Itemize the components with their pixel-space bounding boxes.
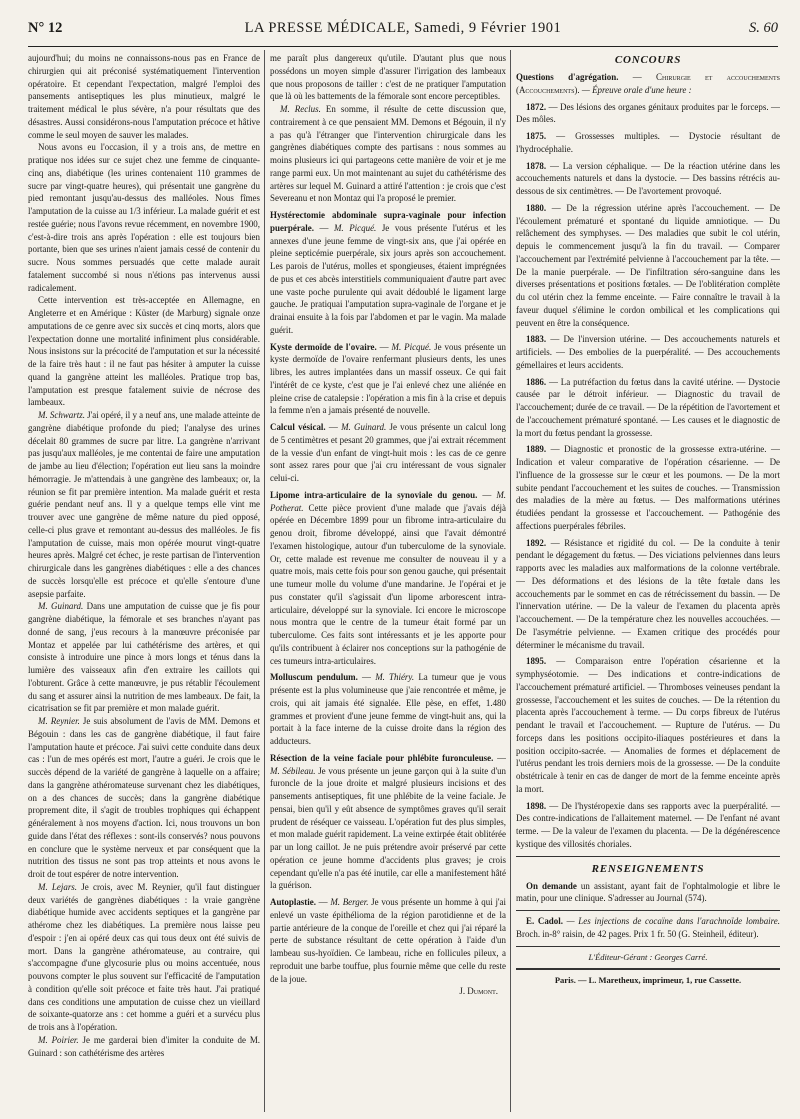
intro-title: Questions d'agrégation. xyxy=(516,72,619,82)
intro-exam: — Épreuve orale d'une heure : xyxy=(581,84,692,95)
masthead xyxy=(28,20,778,42)
case-heading: Kyste dermoïde de l'ovaire. xyxy=(270,341,377,352)
speaker-name: M. Lejars. xyxy=(38,881,78,892)
exam-year: 1886. xyxy=(526,376,547,387)
paragraph: Molluscum pendulum. — M. Thiéry. La tumeur que je vous présente est la plus volumineuse que j'aie rencontrée et même, je crois, qui ait jamais été signalée. Elle pèse, en effet, 1.480 grammes et provient d'une jeune femme de vingt-huit ans, qui la portait à la face interne de la cuisse droite dans la région des adducteurs. xyxy=(270,672,506,746)
page-folio: S. 60 xyxy=(749,20,778,36)
speech-text: La tumeur que je vous présente est la plus volumineuse que j'aie rencontrée et même, je crois, qui ait jamais été signalée. Elle pèse, en effet, 1.480 grammes et provient d'une jeune femme de vingt-huit ans, qui la portait à la face interne de la cuisse droite dans la région des adducteurs. xyxy=(270,672,506,746)
speaker-name: M. Sébileau. xyxy=(270,765,316,776)
exam-year-entry xyxy=(516,800,780,851)
paragraph xyxy=(28,881,260,1034)
section-heading-renseignements: RENSEIGNEMENTS xyxy=(591,862,705,875)
speaker-name: M. Reclus. xyxy=(280,104,321,114)
section-rule xyxy=(516,910,780,911)
speech-text: Je me garderai bien d'imiter la conduite de M. Guinard : son cathétérisme des artères xyxy=(28,1034,260,1058)
speech-text: Cette pièce provient d'une malade que j'avais déjà opérée en Décembre 1899 pour un fibrome intra-articulaire du genou droit, fibrome développé, ainsi que l'avait démontré l'examen histologique, autour d'un tuberculome de la synoviale. Or, cette malade est revenue me consulter de nouveau il y a quatre mois, mais cette fois pour son genou gauche, qui présentait une tumeur molle du volume d'une mandarine. Je l'opérai et je pus constater qu'il s'agissait d'un lipome arborescent intra-articulaire, développé sur la synoviale. Ici encore le microscope nous montra que le centre de la tumeur était formé par un tuberculome. Ces faits sont intéressants et je les apporte pour qu'ils contribuent à éclairer nos conceptions sur la pathogénie de ces tumeurs intra-articulaires. xyxy=(270,502,506,666)
exam-year: 1898. xyxy=(526,800,547,811)
paragraph xyxy=(28,715,260,881)
exam-topics: — La putréfaction du fœtus dans la cavité utérine. — Dystocie causée par le détroit inférieur. — Diagnostic du travail de l'accouchement; durée de ce travail. — De la répétition de l'avortement et de l'accouchement prématuré spontané. — Les causes et le diagnostic de la mort du fœtus pendant la grossesse. xyxy=(516,376,780,438)
journal-title: LA PRESSE MÉDICALE, Samedi, 9 Février 1901 xyxy=(244,20,562,36)
column-right xyxy=(516,52,780,1114)
paragraph: Autoplastie. — M. Berger. Je vous présente un homme à qui j'ai enlevé un vaste épithélioma de la région parotidienne et de la partie antérieure de la conque de l'oreille et chez qui j'ai réparé la perte de substance résultant de cette opération à l'aide d'un lambeau sus-hyoïdien. Ce lambeau, riche en follicules pileux, a reproduit une barbe touffue, plus fournie même que celle du reste de la joue. xyxy=(270,897,506,984)
exam-year-list xyxy=(516,101,780,851)
case-heading: Résection de la veine faciale pour phlébite furonculeuse. xyxy=(270,752,494,763)
paragraph: me paraît plus dangereux qu'utile. D'autant plus que nous possédons un moyen simple d'assurer l'irrigation des lambeaux que nous proposons de tailler : c'est de ne pratiquer l'amputation que là où les battements de la fémorale sont encore perceptibles. xyxy=(270,53,506,102)
exam-year-entry xyxy=(516,443,780,532)
speaker-name: M. Schwartz. xyxy=(38,410,85,420)
speaker-name: M. Guinard. xyxy=(38,601,84,612)
paragraph: Résection de la veine faciale pour phlébite furonculeuse. — M. Sébileau. Je vous présente un jeune garçon qui à la suite d'un furoncle de la joue droite et malgré plusieurs incisions et des pansements antiseptiques, fit une phlébite de la veine faciale. Je pensai, bien qu'il y eût absence de symptômes graves qu'il serait prudent de réséquer ce vaisseau. L'opération fut des plus simples, et mon malade guérit rapidement. La veine extirpée était oblitérée par un long caillot. Je ne puis prétendre avoir préservé par cette opération ce jeune homme d'accidents plus graves; je crois cependant qu'elle n'a pas été inutile, car elle a manifestement hâté la guérison. xyxy=(270,752,506,891)
editor-gerant: L'Éditeur-Gérant : Georges Carré. xyxy=(588,951,708,962)
intro-subject: — Chirurgie et accouchements (Accouchements). xyxy=(516,72,780,95)
case-heading: Molluscum pendulum. xyxy=(270,672,358,683)
column-divider xyxy=(264,50,265,1112)
exam-topics: — Grossesses multiples. — Dystocie résultant de l'hydrocéphalie. xyxy=(516,131,780,154)
exam-year-entry xyxy=(516,333,780,371)
speaker-name: M. Picqué. xyxy=(391,341,432,352)
paragraph: aujourd'hui; du moins ne connaissons-nous pas en France de chirurgien qui ait préconisé systématiquement l'intervention opératoire. Et cependant l'expectation, malgré l'emploi des pansements antiseptiques les plus minutieux, malgré le traitement médical le plus sévère, n'a pour résultats que des désastres. Aussi considérons-nous l'amputation précoce et hâtive comme le seul moyen de sauver les malades. xyxy=(28,53,260,140)
exam-year-entry xyxy=(516,202,780,330)
speech-text: Je vous présente un calcul long de 5 centimètres et pesant 20 grammes, que j'ai extrait récemment de la vessie d'un enfant de vingt-huit mois : les cas de ce genre sont assez rares pour que j'ai cru intéressant de vous signaler celui-ci. xyxy=(270,422,506,483)
paragraph xyxy=(270,103,506,205)
speech-text: Je crois, avec M. Reynier, qu'il faut distinguer deux variétés de gangrènes diabétiques : la vraie gangrène diabétique humide avec accidents septiques et la gangrène par athérome chez les diabétiques. La première nous laisse peu d'espoir : j'en ai opéré deux cas qui tous deux ont été suivis de mort. Dans la gangrène athéromateuse, au contraire, qui s'accompagne d'une glycosurie plus ou moins accentuée, nous pouvons compter le plus souvent sur l'efficacité de l'amputation à condition qu'elle soit précoce et faite très haut. J'ai pratiqué dans ces conditions une amputation de cuisse chez un vieillard de soixante-quatorze ans : cet homme a guéri et a survécu plus de trois ans à l'opération. xyxy=(28,881,260,1032)
exam-topics: — Des lésions des organes génitaux produites par le forceps. — Des môles. xyxy=(516,101,780,125)
section-rule xyxy=(516,968,780,970)
exam-year: 1883. xyxy=(526,334,547,345)
section-rule xyxy=(516,946,780,947)
case-heading: Autoplastie. xyxy=(270,897,316,907)
speech-text: En somme, il résulte de cette discussion que, contrairement à ce que pensaient MM. Demons et Bégouin, il n'y a pas qu'à l'étranger que l'intervention chirurgicale dans les gangrènes diabétiques compte des partisans : nous sommes au moins plusieurs ici qui partageons cette manière de voir et je me range parmi eux. Un mot maintenant au sujet du cathétérisme des artères sur lequel M. Guinard a attiré l'attention : je crois que c'est Severeanu et non Montaz qui l'a proposé le premier. xyxy=(270,104,506,204)
speech-text: Je vous présente l'utérus et les annexes d'une jeune femme de vingt-six ans, que j'ai opérée en pleine septicémie puerpérale, six jours après son accouchement. Les parois de l'utérus, molles et spongieuses, étaient imprégnées de pus et ces abcès interstitiels communiquaient d'autre part avec une vaste poche purulente qui avait dédoublé le ligament large gauche. Je pratiquai l'amputation supra-vaginale de l'organe et je drainai ensuite à la fois par l'abdomen et par le vagin. Ma malade guérit. xyxy=(270,222,506,335)
printer-line: Paris. — L. Maretheux, imprimeur, 1, rue Cassette. xyxy=(554,975,742,986)
exam-year: 1878. xyxy=(526,160,547,171)
speaker-name: M. Guinard. xyxy=(341,422,387,432)
speech-text: Je suis absolument de l'avis de MM. Demons et Bégouin : dans les cas de gangrène diabétique, il faut faire l'amputation haute et précoce. J'ai suivi cette conduite dans deux cas : l'un de mes opérés est mort, l'autre a guéri. Je crois que le succès dépend de la variété de gangrène à laquelle on a affaire; dans la gangrène athéromateuse survenant chez les diabétiques, on a des chances de succès; dans la gangrène diabétique proprement dite, il s'agit de troubles trophiques qui échappent généralement à nos moyens d'action. Ici, nous trouvons un bon guide dans l'état des réflexes : sont-ils conservés? nous pouvons en conclure que le système nerveux et par conséquent que la nutrition des tissus ne sont pas trop atteints et nous avons le droit de tout espérer de notre intervention. xyxy=(28,716,260,879)
section-heading-concours: CONCOURS xyxy=(614,54,682,66)
book-details: Broch. in-8° raisin, de 42 pages. Prix 1 fr. 50 (G. Steinheil, éditeur). xyxy=(516,928,759,939)
column-left xyxy=(28,52,260,1114)
column-divider xyxy=(510,50,511,1112)
speaker-name: M. Thiéry. xyxy=(375,672,415,683)
case-heading: Calcul vésical. xyxy=(270,422,326,432)
exam-year-entry xyxy=(516,130,780,156)
speaker-name: M. Reynier. xyxy=(38,716,80,726)
exam-topics: — De l'inversion utérine. — Des accouchements naturels et artificiels. — Des embolies de la puerpéralité. — Des accouchements gémellaires et leurs accidents. xyxy=(516,334,780,370)
paragraph: Calcul vésical. — M. Guinard. Je vous présente un calcul long de 5 centimètres et pesant 20 grammes, que j'ai extrait récemment de la vessie d'un enfant de vingt-huit mois : les cas de ce genre sont assez rares pour que j'ai cru intéressant de vous signaler celui-ci. xyxy=(270,422,506,483)
exam-year: 1872. xyxy=(526,101,547,112)
exam-year-entry xyxy=(516,376,780,440)
paragraph: Cette intervention est très-acceptée en Allemagne, en Angleterre et en Amérique : Küster (de Marburg) signale onze amputations de ce genre avec six succès et cinq morts, alors que l'expectation donne une mortalité infiniment plus considérable. Nous insistons sur la précocité de l'amputation et sur la nécessité de la faire très haut : il ne faut pas hésiter à amputer la cuisse quand la gangrène atteint les malléoles. Pratique trop bas, l'amputation est presque fatalement suivie de nécrose des lambeaux. xyxy=(28,295,260,408)
exam-topics: — Résistance et rigidité du col. — De la conduite à tenir pendant le dégagement du fœtus. — Des viciations pelviennes dans leurs rapports avec les maladies aux malformations de la colonne vertébrale. — Des déformations et des lésions de la tête fœtale dans les accouchements par le sommet en cas de rétrécissement du bassin. — De l'innervation utérine. — De la valeur de l'examen du placenta après l'accouchement. — De la température chez les nouvelles accouchées. — De l'asymétrie pelvienne. — Examen critique des procédés pour déterminer le mécanisme du travail. xyxy=(516,537,780,650)
exam-year-entry xyxy=(516,537,780,652)
section-rule xyxy=(516,856,780,857)
speech-text: Je vous présente un jeune garçon qui à la suite d'un furoncle de la joue droite et malgré plusieurs incisions et des pansements antiseptiques, fit une phlébite de la veine faciale. Je pensai, bien qu'il y eût absence de symptômes graves qu'il serait prudent de réséquer ce vaisseau. L'opération fut des plus simples, et mon malade guérit rapidement. La veine extirpée était oblitérée par un long caillot. Je ne puis prétendre avoir préservé par cette opération ce jeune homme d'accidents plus graves; je crois cependant qu'elle n'a pas été inutile, car elle a manifestement hâté la guérison. xyxy=(270,765,506,891)
paragraph xyxy=(28,409,260,600)
author-signature: J. Dumont. xyxy=(459,986,498,997)
exam-year-entry xyxy=(516,101,780,127)
paragraph: Kyste dermoïde de l'ovaire. — M. Picqué. Je vous présente un kyste dermoïde de l'ovaire renfermant plusieurs dents, les unes libres, les autres implantées dans un massif osseux. Ce qui fait l'intérêt de ce kyste, c'est que je l'ai enlevé chez une aliénée en pleine crise de catalepsie : l'opération a mis fin à la crise et depuis la femme n'en a jamais présenté de nouvelle. xyxy=(270,341,506,416)
speaker-name: M. Potherat. xyxy=(270,489,506,513)
paragraph xyxy=(28,1034,260,1060)
case-heading: Lipome intra-articulaire de la synoviale du genou. xyxy=(270,489,478,500)
speaker-name: M. Picqué. xyxy=(333,222,377,233)
book-author: E. Cadol. xyxy=(526,916,563,926)
exam-topics: — De la régression utérine après l'accouchement. — De l'écoulement prématuré et spontané du liquide amniotique. — Du relâchement des symphyses. — Des maladies que subit le col utérin, depuis le commencement jusqu'à la fin du travail. — Comparer l'accouchement par l'extrémité pelvienne à l'accouchement par la tête. — De la manie puerpérale. — De l'infiltration séro-sanguine dans les diverses présentations et positions fœtales. — De l'oblitération complète du col utérin chez la femme enceinte. — Faire connaître le travail à la faveur duquel s'élimine le cordon ombilical et les complications qui peuvent en être la conséquence. xyxy=(516,202,780,328)
announcement-lead: On demande xyxy=(526,880,577,891)
exam-year-entry xyxy=(516,655,780,795)
exam-year: 1889. xyxy=(526,444,547,455)
case-heading: Hystérectomie abdominale supra-vaginale pour infection puerpérale. xyxy=(270,210,506,233)
paragraph: Nous avons eu l'occasion, il y a trois ans, de mettre en pratique nos idées sur ce sujet chez une femme de cinquante-cinq ans, diabétique (les urines contenaient 110 grammes de sucre par vingt-quatre heures), qui présentait une gangrène du pied remontant jusqu'au-dessus des malléoles. Nous fîmes l'amputation de la cuisse au 1/3 inférieur. La malade guérit et est restée guérie; nous l'avons revue récemment, en novembre 1900, c'est-à-dire trois ans après l'opération : elle est toujours bien portante, bien que ses urines n'aient jamais cessé de contenir du sucre. Nous sommes persuadés que cette malade aurait fatalement succombé si nous n'étions pas intervenus aussi radicalement. xyxy=(28,142,260,293)
speech-text: Je vous présente un homme à qui j'ai enlevé un vaste épithélioma de la région parotidienne et de la partie antérieure de la conque de l'oreille et chez qui j'ai réparé la perte de substance résultant de cette opération à l'aide d'un lambeau sus-hyoïdien. Ce lambeau, riche en follicules pileux, a reproduit une barbe touffue, plus fournie même que celle du reste de la joue. xyxy=(270,897,506,984)
paragraph xyxy=(28,600,260,715)
exam-year: 1895. xyxy=(526,656,547,667)
paragraph: Hystérectomie abdominale supra-vaginale pour infection puerpérale. — M. Picqué. Je vous présente l'utérus et les annexes d'une jeune femme de vingt-six ans, que j'ai opérée en pleine septicémie puerpérale, six jours après son accouchement. Les parois de l'utérus, molles et spongieuses, étaient imprégnées de pus et ces abcès interstitiels communiquaient d'autre part avec une vaste poche purulente qui avait dédoublé le ligament large gauche. Je pratiquai l'amputation supra-vaginale de l'organe et je drainai ensuite à la fois par l'abdomen et par le vagin. Ma malade guérit. xyxy=(270,210,506,335)
speech-text: J'ai opéré, il y a neuf ans, une malade atteinte de gangrène diabétique profonde du pied; l'analyse des urines décelait 80 grammes de sucre par litre. La gangrène n'arrivant pas jusqu'aux malléoles, je me contentai de faire une amputation de jambe au lieu d'élection; l'opération eut lieu sans la moindre hémorragie. Je m'attendais à une gangrène des lambeaux; or, la réunion se fit par première intention. Ma malade guérit et resta guérie pendant neuf ans. Il y a quelque temps elle vint me trouver avec une gangrène de même nature du pied opposé, celle-ci plus grave et remontant au-dessus des malléoles. Je fis l'amputation de cuisse, mais mon opérée mourut vingt-quatre heures après. Malgré cet échec, je reste partisan de l'intervention chirurgicale dans les gangrènes diabétiques : elle a des chances de succès lorsqu'elle est précoce et qu'elle s'entoure d'une asepsie parfaite. xyxy=(28,410,260,599)
exam-topics: — De l'hystéropexie dans ses rapports avec la puerpéralité. — Des contre-indications de l'allaitement maternel. — De l'enfant né avant terme. — De la valeur de l'examen du placenta. — De la dégénérescence kystique des villosités choriales. xyxy=(516,800,780,849)
exam-topics: — Diagnostic et pronostic de la grossesse extra-utérine. — Indication et valeur comparative de l'opération césarienne. — De l'influence de la grossesse sur le cœur et les poumons. — De la mort subite pendant l'accouchement et les suites de couches. — Transmission des maladies de la mère au fœtus. — Des malformations utérines étudiées pendant la grossesse et l'accouchement. — Pathogénie des affections puerpérales fébriles. xyxy=(516,444,780,531)
paragraph: Lipome intra-articulaire de la synoviale du genou. — M. Potherat. Cette pièce provient d'une malade que j'avais déjà opérée en Décembre 1899 pour un fibrome intra-articulaire du genou droit, fibrome développé, ainsi que l'avait démontré l'examen histologique, autour d'un tuberculome de la synoviale. Or, cette malade est revenue me consulter de nouveau il y a quatre mois, mais cette fois pour son genou gauche, qui présentait une tumeur molle du volume d'une mandarine. Je l'opérai et je pus constater qu'il s'agissait d'un lipome arborescent intra-articulaire, développé sur la synoviale. Ici encore le microscope nous montra que le centre de la tumeur était formé par un tuberculome. Ces faits sont intéressants et je les apporte pour qu'ils contribuent à éclairer nos conceptions sur la pathogénie de ces tumeurs intra-articulaires. xyxy=(270,489,506,666)
exam-year: 1875. xyxy=(526,131,547,141)
book-notice xyxy=(516,915,780,941)
exam-topics: — La version céphalique. — De la réaction utérine dans les accouchements naturels et dans la dystocie. — Des bassins rétrécis au-dessous de six centimètres. — De l'avortement provoqué. xyxy=(516,160,780,196)
exam-topics: — Comparaison entre l'opération césarienne et la symphyséotomie. — Des indications et contre-indications de l'accouchement prématuré artificiel. — Thromboses veineuses pendant la grossesse, l'accouchement et les suites de couches. — De la rétention du placenta après l'accouchement à terme. — Du corps fibreux de l'utérus pendant le travail et l'accouchement. — Rupture de l'utérus. — Du forceps dans les positions occipito-iliaques postérieures et dans la position occipito-sacrée. — Anomalies de formes et déplacement de l'utérus pendant les trois derniers mois de la grossesse. — De la conduite obstétricale à tenir en cas de danger de mort de la femme enceinte après la mort. xyxy=(516,656,780,794)
header-rule xyxy=(28,46,778,47)
speech-text: Je vous présente un kyste dermoïde de l'ovaire renfermant plusieurs dents, les unes libres, les autres implantées dans un massif osseux. Ce qui fait l'intérêt de ce kyste, c'est que je l'ai enlevé chez une aliénée en pleine crise de catalepsie : l'opération a mis fin à la crise et depuis la femme n'en a jamais présenté de nouvelle. xyxy=(270,341,506,416)
announcement xyxy=(516,880,780,906)
concours-intro xyxy=(516,71,780,97)
speaker-name: M. Berger. xyxy=(330,897,369,907)
column-middle xyxy=(270,52,506,1114)
issue-number: N° 12 xyxy=(28,20,63,36)
exam-year: 1892. xyxy=(526,537,547,548)
announcement-text: un assistant, ayant fait de l'ophtalmologie et libre le matin, pour une clinique. S'adresser au Journal (574). xyxy=(516,880,780,904)
exam-year: 1880. xyxy=(526,202,547,213)
speech-text: Dans une amputation de cuisse que je fis pour gangrène diabétique, la fémorale et ses branches n'ayant pas donné de sang, j'eus recours à la manœuvre préconisée par Montaz et appelée par lui cathétérisme des artères, et qui consiste à introduire une pince à mors longs et ténus dans la lumière des vaisseaux afin d'en extraire les caillots qui l'obturent. Grâce à cette manœuvre, je pus rétablir l'écoulement du sang et assurer ainsi la nutrition de mes lambeaux. De fait, la cicatrisation se fit par première et mon malade guérit. xyxy=(28,601,260,714)
speaker-name: M. Poirier. xyxy=(38,1034,79,1045)
exam-year-entry xyxy=(516,160,780,198)
book-title: — Les injections de cocaïne dans l'arachnoïde lombaire. xyxy=(566,916,780,926)
